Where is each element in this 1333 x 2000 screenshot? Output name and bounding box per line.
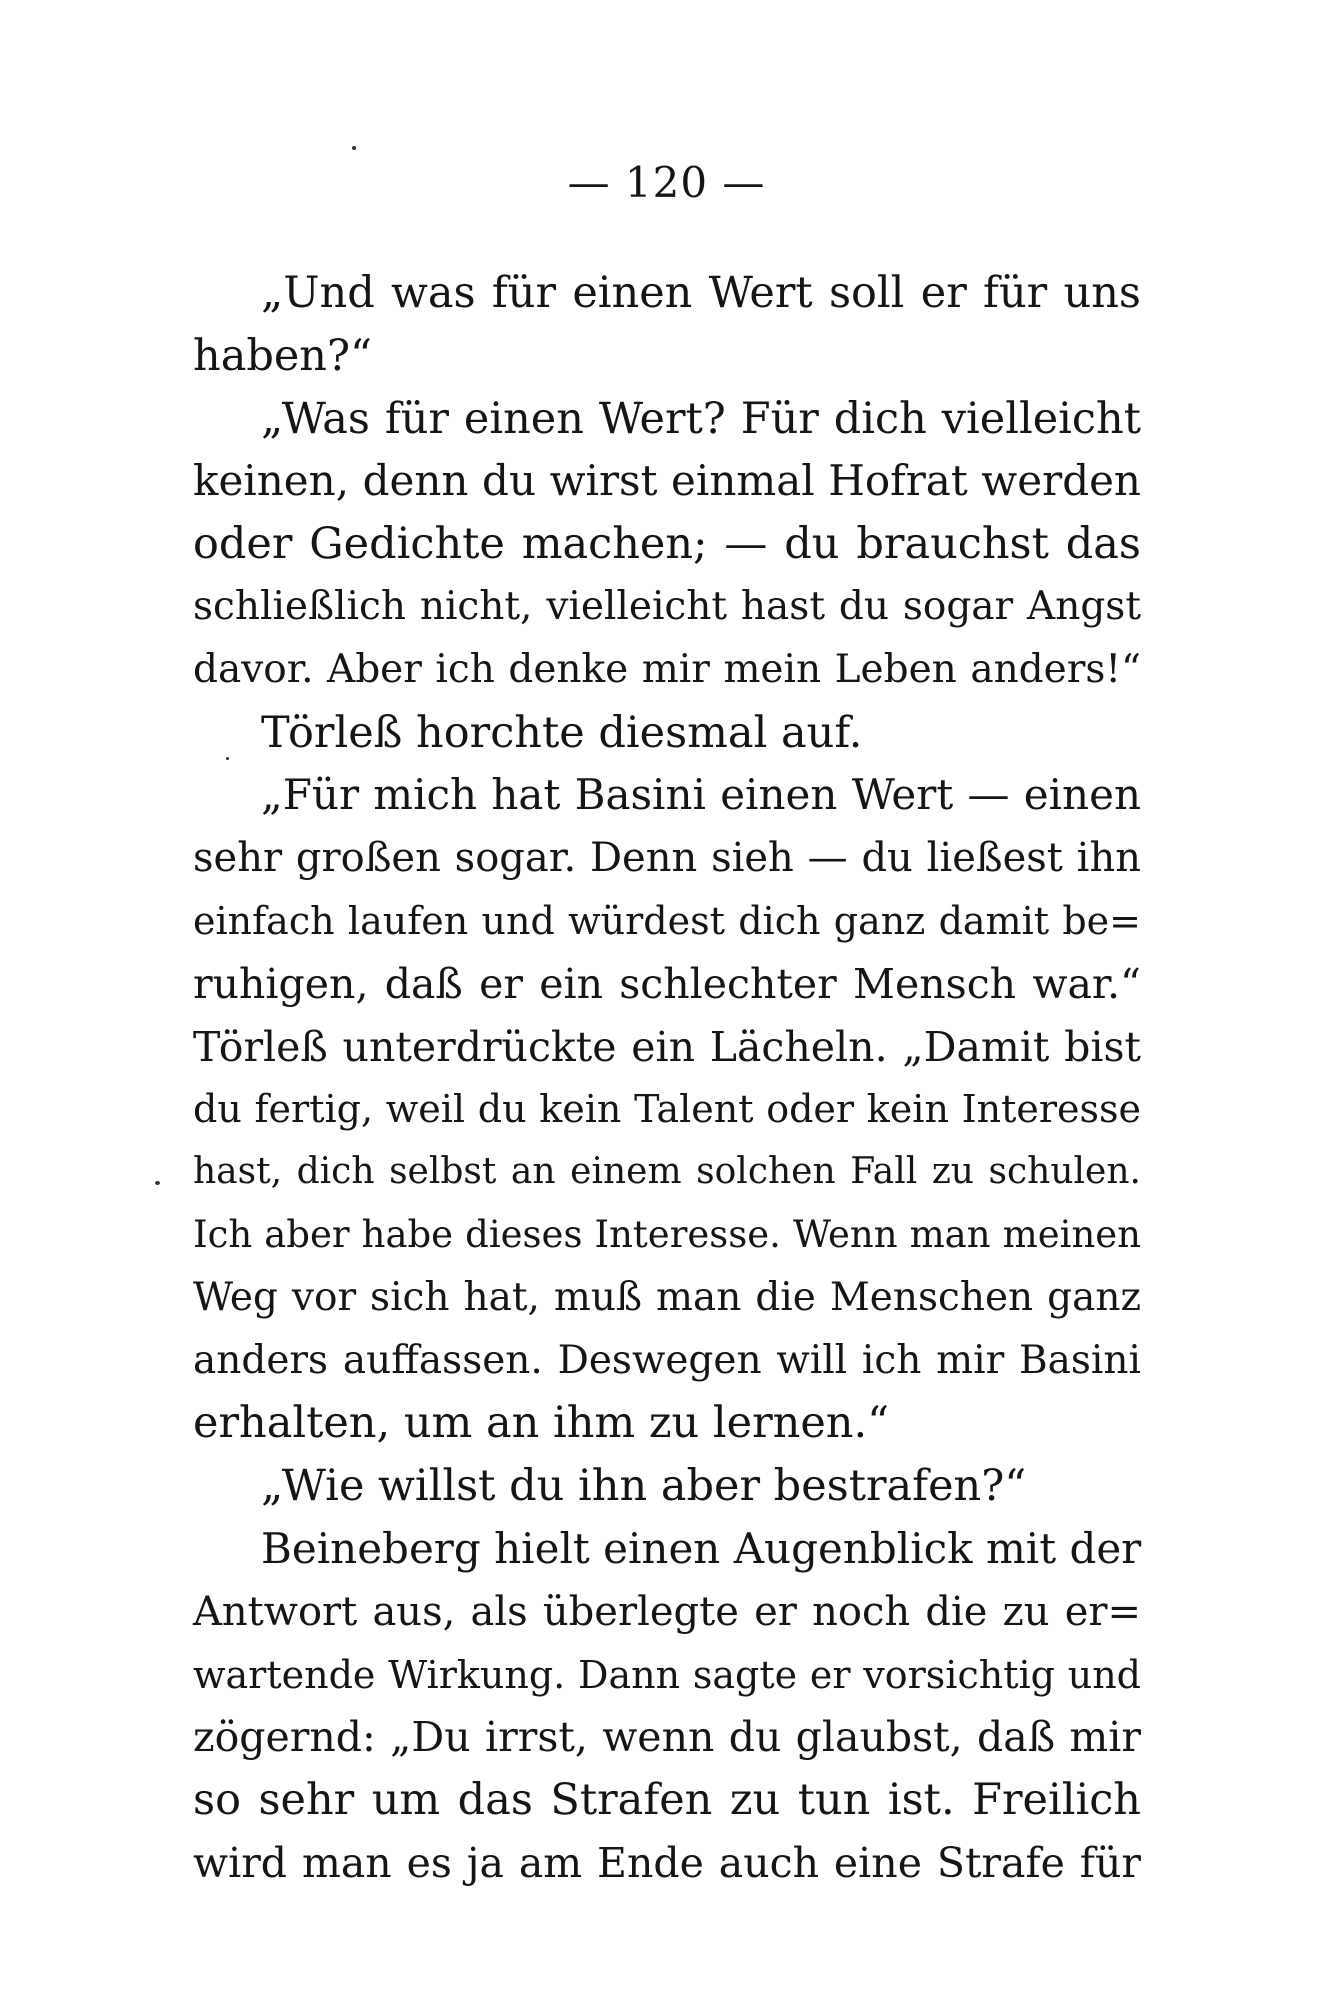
body-text: [193, 262, 1141, 1895]
text-line: Beineberg hielt einen Augenblick mit der: [261, 1523, 1142, 1573]
text-line: „Für mich hat Basini einen Wert — einen: [261, 770, 1141, 820]
text-line: anders auffassen. Deswegen will ich mir Basini: [193, 1337, 1141, 1383]
text-line: keinen, denn du wirst einmal Hofrat werden: [193, 456, 1141, 506]
text-line: oder Gedichte machen; — du brauchst das: [193, 519, 1141, 570]
text-line: du fertig, weil du kein Talent oder kein Interesse: [193, 1087, 1141, 1132]
text-line: einfach laufen und würdest dich ganz damit be=: [193, 898, 1141, 943]
text-line: schließlich nicht, vielleicht hast du sogar Angst: [193, 583, 1141, 629]
text-line: Törleß unterdrückte ein Lächeln. „Damit bist: [193, 1022, 1141, 1071]
print-speck: [352, 146, 356, 150]
text-line: zögernd: „Du irrst, wenn du glaubst, daß mir: [193, 1713, 1141, 1762]
text-line: Weg vor sich hat, muß man die Menschen ganz: [193, 1274, 1141, 1320]
text-line: sehr großen sogar. Denn sieh — du ließest ihn: [193, 835, 1141, 882]
text-line: haben?“: [193, 330, 373, 381]
text-line: Törleß horchte diesmal auf.: [261, 707, 863, 758]
print-speck: [155, 1181, 160, 1185]
text-line: davor. Aber ich denke mir mein Leben anders!“: [193, 646, 1141, 692]
text-line: „Was für einen Wert? Für dich vielleicht: [261, 393, 1141, 444]
text-line: „Wie willst du ihn aber bestrafen?“: [261, 1461, 1027, 1512]
text-line: hast, dich selbst an einem solchen Fall zu schulen.: [193, 1151, 1141, 1193]
text-line: „Und was für einen Wert soll er für uns: [261, 268, 1141, 318]
text-line: Antwort aus, als überlegte er noch die zu er=: [193, 1588, 1141, 1635]
text-line: so sehr um das Strafen zu tun ist. Freilich: [193, 1775, 1141, 1826]
text-line: Ich aber habe dieses Interesse. Wenn man meinen: [193, 1212, 1141, 1256]
text-line: wartende Wirkung. Dann sagte er vorsichtig und: [193, 1652, 1141, 1697]
text-line: ruhigen, daß er ein schlechter Mensch war.“: [193, 959, 1141, 1008]
page-number: — 120 —: [567, 158, 766, 207]
text-line: erhalten, um an ihm zu lernen.“: [193, 1398, 890, 1449]
text-line: wird man es ja am Ende auch eine Strafe für: [193, 1838, 1141, 1887]
